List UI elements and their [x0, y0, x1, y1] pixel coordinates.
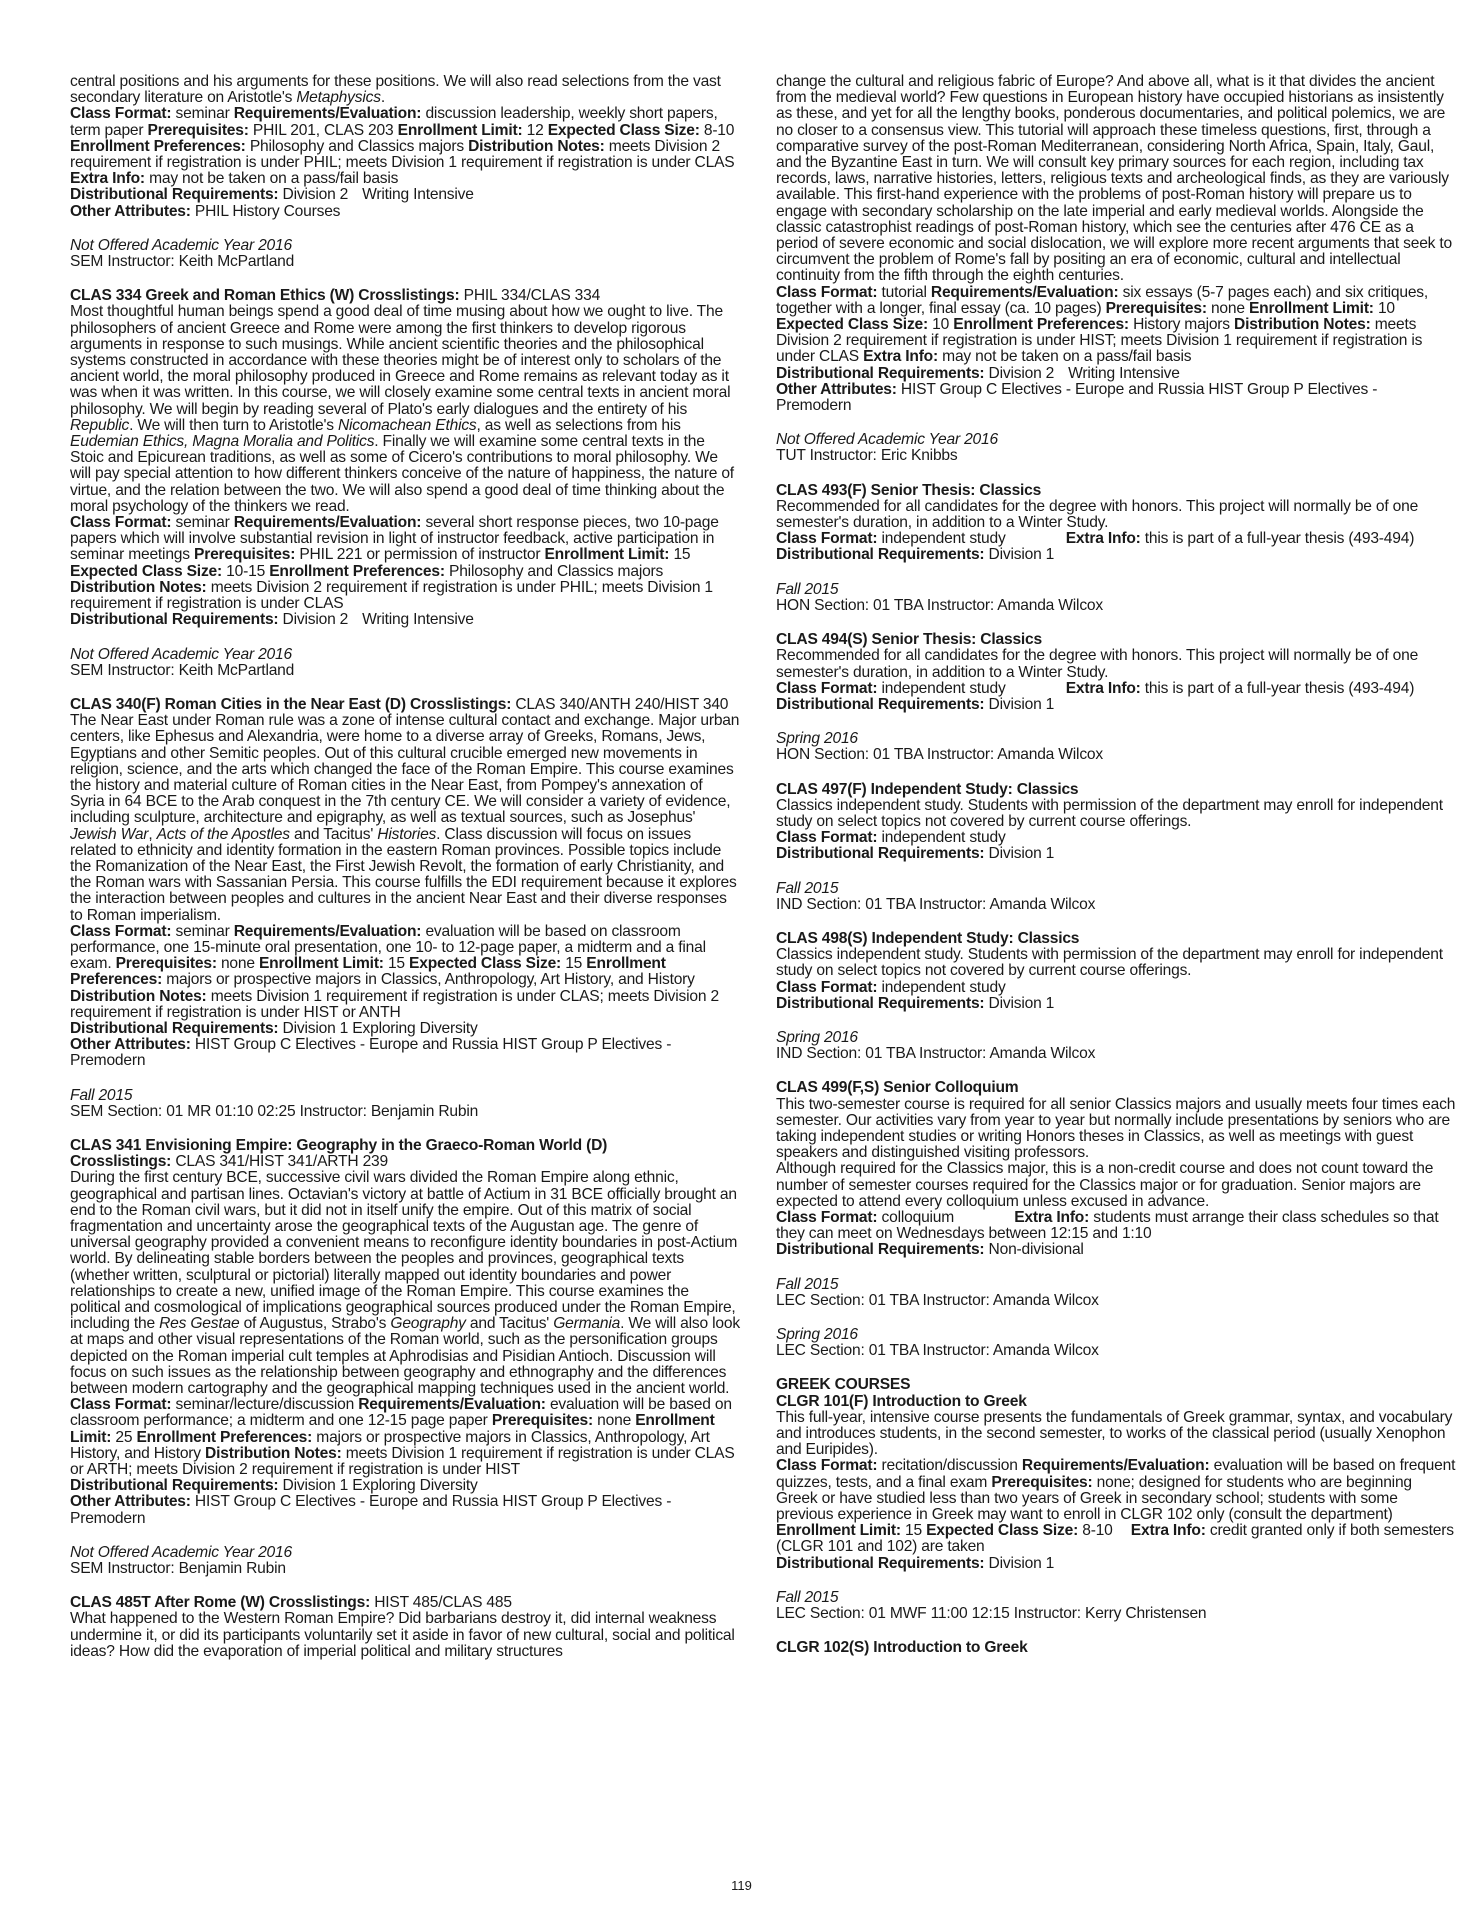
course-clas-494 [776, 632, 1456, 763]
course-description: This two-semester course is required for all senior Classics majors and usually meets four times each semester. Our activities vary from year to year but normally include presentations by seniors who are taking independent studies or writing Honors theses in Classics, as well as meetings with guest speakers and distinguished visiting professors. Although required for the Classics major, this is a non-credit course and does not count toward the number of semester courses required for the Classics major or for graduation. Senior majors are expected to attend every colloquium unless excused in advance. [776, 1095, 1456, 1210]
course-clas-334 [70, 288, 740, 679]
course-description: This full-year, intensive course presents the fundamentals of Greek grammar, syntax, and vocabulary and introduces students, in the second semester, to works of the classical period (usually Xenophon and Euripides). [776, 1408, 1453, 1459]
course-description: During the first century BCE, successive civil wars divided the Roman Empire along ethnic, geographical and partisan lines. Octavian's victory at battle of Actium in 31 BCE officially brought an end to the Roman civil wars, but it did not in itself unify the empire. Out of this matrix of social fragmentation and uncertainty arose the geographical texts of the Augustan age. The genre of universal geography provided a convenient means to reconfigure identity boundaries in post-Actium world. By delineating stable borders between the peoples and provinces, geographical texts (whether written, sculptural or pictorial) literally mapped out identity boundaries and power relationships to create a new, unified image of the Roman Empire. This course examines the political and cosmological of implications geographical sources produced under the Roman Empire, including the Res Gestae of Augustus, Strabo's Geography and Tacitus' Germania. We will also look at maps and other visual representations of the Roman world, such as the personification groups depicted on the Roman imperial cult temples at Aphrodisias and Pisidian Antioch. Discussion will focus on such issues as the relationship between geography and ethnography and the differences between modern cartography and the geographical mapping techniques used in the ancient world. [70, 1169, 740, 1398]
course-meta: Class Format: tutorial Requirements/Evaluation: six essays (5-7 pages each) and six critiques, together with a longer, final essay (ca. 10 pages) Prerequisites: none Enrollment Limit: 10 Expected Class Size: 10 Enrollment Preferences: History majors Distribution Notes: meets Division 2 requirement if registration is under HIST; meets Division 1 requirement if registration is under CLAS Extra Info: may not be taken on a pass/fail basis [776, 283, 1429, 366]
course-description: central positions and his arguments for these positions. We will also read selections from the vast secondary literature on Aristotle's Metaphysics. [70, 73, 721, 107]
distributional-requirements: Distributional Requirements: Division 1 [776, 845, 1055, 863]
course-clas-498 [776, 931, 1456, 1062]
course-continuation [70, 74, 740, 270]
section-info: LEC Section: 01 MWF 11:00 12:15 Instructor: Kerry Christensen [776, 1605, 1207, 1623]
distributional-requirements: Distributional Requirements: Division 2 Writing Intensive [70, 186, 474, 204]
distributional-requirements: Distributional Requirements: Division 1 [776, 546, 1055, 564]
course-clas-485 [70, 1595, 740, 1660]
course-meta: Class Format: seminar/lecture/discussion Requirements/Evaluation: evaluation will be based on classroom performance; a midterm and one 12-15 page paper Prerequisites: none Enrollment Limit: 25 Enrollment Preferences: majors or prospective majors in Classics, Anthropology, Art History, and History Distribution Notes: meets Division 1 requirement if registration is under CLAS or ARTH; meets Division 2 requirement if registration is under HIST [70, 1396, 735, 1479]
course-description: Classics independent study. Students with permission of the department may enroll for independent study on select topics not covered by current course offerings. [776, 946, 1443, 980]
term: Spring 2016 [776, 1326, 858, 1343]
course-meta: Class Format: independent study [776, 978, 1006, 996]
section-info: IND Section: 01 TBA Instructor: Amanda Wilcox [776, 895, 1096, 913]
course-meta: Class Format: independent study Extra Info: this is part of a full-year thesis (493-494) [776, 679, 1415, 697]
other-attributes: Other Attributes: HIST Group C Electives - Europe and Russia HIST Group P Electives - Premodern [70, 1493, 672, 1527]
section-info: HON Section: 01 TBA Instructor: Amanda Wilcox [776, 746, 1103, 764]
course-title: CLAS 494(S) Senior Thesis: Classics [776, 631, 1042, 649]
course-meta: Class Format: seminar Requirements/Evaluation: several short response pieces, two 10-page papers which will involve substantial revision in light of instructor feedback, active participation in seminar meetings Prerequisites: PHIL 221 or permission of instructor Enrollment Limit: 15 Expected Class Size: 10-15 Enrollment Preferences: Philosophy and Classics majors Distribution Notes: meets Division 2 requirement if registration is under PHIL; meets Division 1 requirement if registration is under CLAS [70, 514, 719, 613]
course-title: CLAS 341 Envisioning Empire: Geography in the Graeco-Roman World (D) Crosslistings: CLAS 341/HIST 341/ARTH 239 [70, 1136, 608, 1171]
other-attributes: Other Attributes: HIST Group C Electives - Europe and Russia HIST Group P Electives - Premodern [70, 1036, 672, 1070]
course-meta: Class Format: seminar Requirements/Evaluation: discussion leadership, weekly short papers, term paper Prerequisites: PHIL 201, CLAS 203 Enrollment Limit: 12 Expected Class Size: 8-10 Enrollment Preferences: Philosophy and Classics majors Distribution Notes: meets Division 2 requirement if registration is under PHIL; meets Division 1 requirement if registration is under CLAS Extra Info: may not be taken on a pass/fail basis [70, 105, 735, 188]
course-clas-493 [776, 483, 1456, 614]
distributional-requirements: Distributional Requirements: Division 1 [776, 994, 1055, 1012]
section-info: HON Section: 01 TBA Instructor: Amanda Wilcox [776, 596, 1103, 614]
course-clas-499 [776, 1080, 1456, 1359]
course-clas-340 [70, 697, 740, 1120]
distributional-requirements: Distributional Requirements: Division 1 Exploring Diversity [70, 1477, 478, 1495]
section-info: SEM Instructor: Keith McPartland [70, 661, 295, 679]
section-heading-greek-courses: GREEK COURSES [776, 1376, 911, 1394]
left-column [70, 74, 740, 1678]
distributional-requirements: Distributional Requirements: Non-divisional [776, 1241, 1084, 1259]
section-info: SEM Instructor: Keith McPartland [70, 253, 295, 271]
course-clgr-102 [776, 1640, 1456, 1656]
page-number: 119 [731, 1878, 752, 1893]
course-title: CLAS 498(S) Independent Study: Classics [776, 929, 1080, 947]
course-meta: Class Format: seminar Requirements/Evaluation: evaluation will be based on classroom performance, one 15-minute oral presentation, one 10- to 12-page paper, a midterm and a final exam. Prerequisites: none Enrollment Limit: 15 Expected Class Size: 15 Enrollment Preferences: majors or prospective majors in Classics, Anthropology, Art History, and History Distribution Notes: meets Division 1 requirement if registration is under CLAS; meets Division 2 requirement if registration is under HIST or ANTH [70, 922, 719, 1021]
distributional-requirements: Distributional Requirements: Division 2 Writing Intensive [70, 611, 474, 629]
term: Fall 2015 [70, 1086, 133, 1104]
other-attributes: Other Attributes: HIST Group C Electives - Europe and Russia HIST Group P Electives - Premodern [776, 380, 1378, 415]
course-title: CLAS 334 Greek and Roman Ethics (W) Crosslistings: PHIL 334/CLAS 334 [70, 287, 601, 305]
course-description: What happened to the Western Roman Empire? Did barbarians destroy it, did internal weakness undermine it, or did its participants voluntarily set it aside in favor of new cultural, social and political ideas? How did the evaporation of imperial political and military structures [70, 1610, 735, 1660]
other-attributes: Other Attributes: PHIL History Courses [70, 202, 341, 220]
course-clas-497 [776, 782, 1456, 913]
term: Not Offered Academic Year 2016 [70, 645, 292, 663]
term: Fall 2015 [776, 1275, 839, 1293]
course-clgr-101 [776, 1377, 1456, 1622]
section-info: SEM Section: 01 MR 01:10 02:25 Instructor: Benjamin Rubin [70, 1102, 479, 1120]
course-description: Most thoughtful human beings spend a good deal of time musing about how we ought to live. The philosophers of ancient Greece and Rome were among the first thinkers to develop rigorous arguments in response to such musings. While ancient scientific theories and the philosophical systems constructed in accordance with these theories might be of interest only to scholars of the ancient world, the moral philosophy produced in Greece and Rome remains as relevant today as it was when it was written. In this course, we will closely examine some central texts in ancient moral philosophy. We will begin by reading several of Plato's early dialogues and the entirety of his Republic. We will then turn to Aristotle's Nicomachean Ethics, as well as selections from his Eudemian Ethics, Magna Moralia and Politics. Finally we will examine some central texts in the Stoic and Epicurean traditions, as well as some of Cicero's contributions to moral philosophy. We will pay special attention to how different thinkers conceive of the nature of happiness, the nature of virtue, and the relation between the two. We will also spend a good deal of time thinking about the moral psychology of the thinkers we read. [70, 303, 734, 515]
course-meta: Class Format: recitation/discussion Requirements/Evaluation: evaluation will be based on frequent quizzes, tests, and a final exam Prerequisites: none; designed for students who are beginning Greek or have studied less than two years of Greek in secondary school; students with some previous experience in Greek may want to enroll in CLGR 102 only (consult the department) Enrollment Limit: 15 Expected Class Size: 8-10 Extra Info: credit granted only if both semesters (CLGR 101 and 102) are taken [776, 1457, 1456, 1556]
course-title: CLAS 493(F) Senior Thesis: Classics [776, 481, 1042, 499]
course-description: change the cultural and religious fabric of Europe? And above all, what is it that divides the ancient from the medieval world? Few questions in European history have occupied historians as insistently as these, and yet for all the lengthy books, ponderous documentaries, and political polemics, we are no closer to a consensus view. This tutorial will approach these timeless questions, first, through a comparative survey of the post-Roman Mediterranean, considering North Africa, Spain, Italy, Gaul, and the Byzantine East in turn. We will consult key primary sources for each region, including tax records, laws, narrative histories, letters, religious texts and archeological finds, as they are variously available. This first-hand experience with the problems of post-Roman history will prepare us to engage with secondary scholarship on the late imperial and early medieval worlds. Alongside the classic catastrophist readings of post-Roman history, which see the centuries after 476 CE as a period of severe economic and social dislocation, we will explore more recent arguments that seek to circumvent the problem of Rome's fall by positing an era of economic, cultural and intellectual continuity from the fifth through the eighth centuries. [776, 73, 1453, 285]
course-description: Recommended for all candidates for the degree with honors. This project will normally be of one semester's duration, in addition to a Winter Study. [776, 497, 1419, 532]
distributional-requirements: Distributional Requirements: Division 1 [776, 695, 1055, 713]
distributional-requirements: Distributional Requirements: Division 2 Writing Intensive [776, 364, 1180, 382]
course-description: Classics independent study. Students with permission of the department may enroll for independent study on select topics not covered by current course offerings. [776, 796, 1443, 830]
section-info: SEM Instructor: Benjamin Rubin [70, 1560, 286, 1578]
right-column [776, 74, 1456, 1674]
course-meta: Class Format: colloquium Extra Info: students must arrange their class schedules so that they can meet on Wednesdays between 12:15 and 1:10 [776, 1208, 1439, 1243]
course-title: CLAS 340(F) Roman Cities in the Near East (D) Crosslistings: CLAS 340/ANTH 240/HIST 340 [70, 695, 729, 713]
term: Not Offered Academic Year 2016 [70, 236, 292, 254]
term: Spring 2016 [776, 730, 858, 748]
section-info: IND Section: 01 TBA Instructor: Amanda Wilcox [776, 1045, 1096, 1063]
term: Not Offered Academic Year 2016 [776, 431, 998, 449]
course-clas-485-continued [776, 74, 1456, 465]
course-clas-341 [70, 1138, 740, 1577]
distributional-requirements: Distributional Requirements: Division 1 Exploring Diversity [70, 1019, 478, 1037]
course-title: CLAS 497(F) Independent Study: Classics [776, 780, 1079, 798]
course-title: CLAS 485T After Rome (W) Crosslistings: HIST 485/CLAS 485 [70, 1594, 512, 1612]
course-description: Recommended for all candidates for the degree with honors. This project will normally be of one semester's duration, in addition to a Winter Study. [776, 647, 1419, 681]
term: Fall 2015 [776, 879, 839, 897]
course-title: CLAS 499(F,S) Senior Colloquium [776, 1079, 1019, 1097]
course-meta: Class Format: independent study Extra Info: this is part of a full-year thesis (493-494) [776, 530, 1415, 548]
course-title: CLGR 102(S) Introduction to Greek [776, 1639, 1028, 1657]
course-meta: Class Format: independent study [776, 829, 1006, 847]
term: Fall 2015 [776, 580, 839, 598]
term: Not Offered Academic Year 2016 [70, 1543, 292, 1561]
term: Spring 2016 [776, 1028, 858, 1046]
course-title: CLGR 101(F) Introduction to Greek [776, 1392, 1027, 1410]
course-description: The Near East under Roman rule was a zone of intense cultural contact and exchange. Major urban centers, like Ephesus and Alexandria, were home to a diverse array of Greeks, Romans, Jews, Egyptians and other Semitic peoples. Out of this cultural crucible emerged new movements in religion, science, and the arts which changed the face of the Roman Empire. This course examines the history and material culture of Roman cities in the Near East, from Pompey's annexation of Syria in 64 BCE to the Arab conquest in the 7th century CE. We will consider a variety of evidence, including sculpture, architecture and epigraphy, as well as textual sources, such as Josephus' Jewish War, Acts of the Apostles and Tacitus' Histories. Class discussion will focus on issues related to ethnicity and identity formation in the eastern Roman provinces. Possible topics include the Romanization of the Near East, the First Jewish Revolt, the formation of early Christianity, and the Roman wars with Sassanian Persia. This course fulfills the EDI requirement because it explores the interaction between peoples and cultures in the ancient Near East and their diverse responses to Roman imperialism. [70, 712, 740, 924]
distributional-requirements: Distributional Requirements: Division 1 [776, 1554, 1055, 1572]
section-info: TUT Instructor: Eric Knibbs [776, 447, 958, 465]
term: Fall 2015 [776, 1588, 839, 1606]
section-info: LEC Section: 01 TBA Instructor: Amanda Wilcox [776, 1291, 1099, 1309]
section-info: LEC Section: 01 TBA Instructor: Amanda Wilcox [776, 1342, 1099, 1360]
